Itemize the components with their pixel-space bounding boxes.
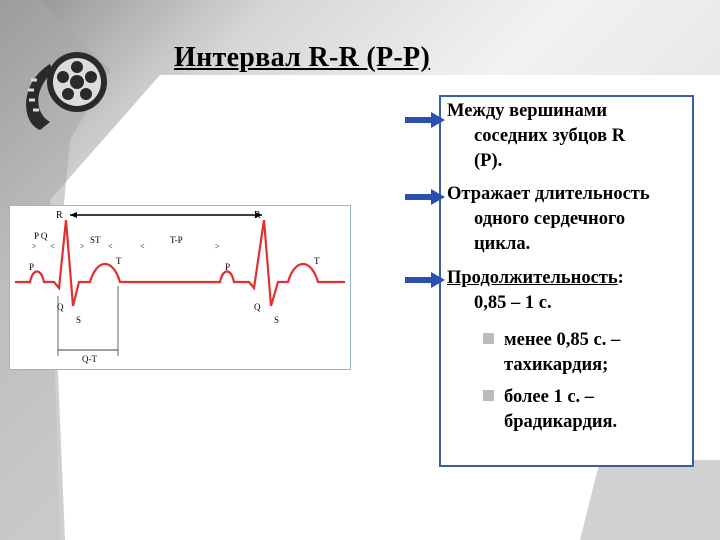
point-2 [447, 182, 650, 257]
square-bullet-icon [483, 333, 494, 344]
svg-text:<: < [140, 242, 145, 251]
ecg-label-tp: T-P [170, 235, 183, 245]
point-2-line-3: цикла. [474, 234, 531, 254]
point-3-value: 0,85 – 1 с. [474, 293, 552, 313]
ecg-label-r2: R [254, 210, 261, 221]
point-2-line-1: Отражает длительность [447, 184, 650, 204]
subpoint-1 [483, 328, 620, 378]
arrow-right-icon [405, 272, 445, 288]
point-1-line-3: (Р). [474, 151, 503, 171]
ecg-label-q2: Q [254, 302, 261, 312]
point-1-line-1: Между вершинами [447, 101, 608, 121]
point-2-line-2: одного сердечного [474, 209, 626, 229]
point-3 [447, 266, 624, 316]
ecg-label-pq: P Q [34, 231, 48, 241]
arrow-right-icon [405, 189, 445, 205]
ecg-diagram [10, 206, 350, 369]
svg-text:>: > [215, 242, 220, 251]
ecg-label-s2: S [274, 315, 280, 325]
subpoint-1-line-2: тахикардия; [504, 355, 609, 375]
arrow-right-icon [405, 112, 445, 128]
ecg-figure [9, 205, 351, 370]
subpoint-1-line-1: менее 0,85 с. – [504, 330, 621, 350]
ecg-label-st: ST [90, 235, 101, 245]
ecg-label-r: R [56, 210, 63, 221]
ecg-label-p: P [29, 262, 35, 272]
subpoint-2-line-2: брадикардия. [504, 412, 618, 432]
svg-text:<: < [50, 242, 55, 251]
ecg-label-t2: T [314, 256, 320, 266]
point-3-term: Продолжительность [447, 268, 618, 288]
ecg-label-p2: P [225, 262, 231, 272]
ecg-label-qt: Q-T [82, 354, 97, 364]
ecg-label-q: Q [57, 302, 64, 312]
ecg-label-t: T [116, 256, 122, 266]
subpoint-2-line-1: более 1 с. – [504, 387, 595, 407]
point-3-colon: : [617, 268, 624, 288]
svg-text:>: > [32, 242, 37, 251]
subpoint-2 [483, 385, 617, 435]
square-bullet-icon [483, 390, 494, 401]
ecg-label-s: S [76, 315, 82, 325]
svg-text:>: > [80, 242, 85, 251]
slide-title: Интервал R-R (P-P) [174, 42, 431, 73]
ecg-line [15, 220, 345, 306]
svg-text:<: < [108, 242, 113, 251]
point-1-line-2: соседних зубцов R [474, 126, 626, 146]
point-1 [447, 99, 625, 174]
